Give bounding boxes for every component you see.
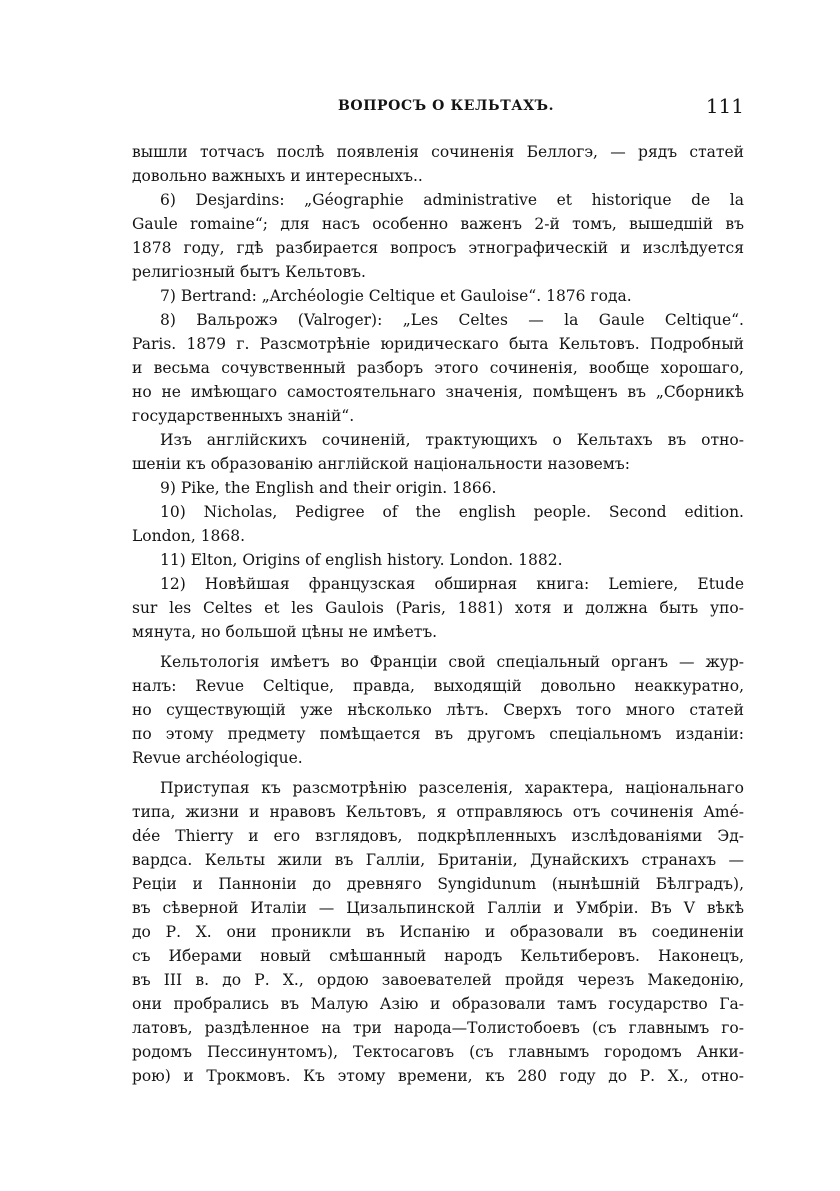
text-line: 6) Desjardins: „Géographie administrative et historique de la <box>160 191 744 209</box>
text-line: въ сѣверной Италіи — Цизальпинской Галліи и Умбріи. Въ V вѣкѣ <box>132 899 744 917</box>
bibliography-entry-7 <box>132 284 744 308</box>
text-line: въ III в. до Р. Х., ордою завоевателей пройдя черезъ Македонію, <box>132 971 744 989</box>
text-line: по этому предмету помѣщается въ другомъ спеціальномъ изданіи: <box>132 725 744 743</box>
text-line: довольно важныхъ и интересныхъ.. <box>132 167 423 185</box>
text-line: государственныхъ знаній“. <box>132 407 355 425</box>
bibliography-entry-11 <box>132 548 744 572</box>
text-line: 12) Новѣйшая французская обширная книга: Lemiere, Etude <box>160 575 744 593</box>
running-header <box>132 94 744 124</box>
text-line: Gaule romaine“; для насъ особенно важенъ 2-й томъ, вышедшій въ <box>132 215 744 233</box>
page-number: 111 <box>705 94 744 118</box>
text-line: Приступая къ разсмотрѣнію разселенія, характера, національнаго <box>160 779 744 797</box>
text-line: но не имѣющаго самостоятельнаго значенія, помѣщенъ въ „Сборникѣ <box>132 383 744 401</box>
text-line: 10) Nicholas, Pedigree of the english people. Second edition. <box>160 503 744 521</box>
text-line: мянута, но большой цѣны не имѣетъ. <box>132 623 438 641</box>
main-paragraph <box>132 776 744 1088</box>
text-line: Изъ англійскихъ сочиненій, трактующихъ о Кельтахъ въ отно- <box>160 431 744 449</box>
text-line: Revue archéologique. <box>132 749 303 767</box>
bibliography-entry-8 <box>132 308 744 428</box>
running-title: ВОПРОСЪ О КЕЛЬТАХЪ. <box>338 98 555 114</box>
text-line: латовъ, раздѣленное на три народа—Толистобоевъ (съ главнымъ го- <box>132 1019 744 1037</box>
text-line: вардса. Кельты жили въ Галліи, Британіи, Дунайскихъ странахъ — <box>132 851 744 869</box>
paragraph-continuation <box>132 140 744 188</box>
text-line: 8) Вальрожэ (Valroger): „Les Celtes — la Gaule Celtique“. <box>160 311 744 329</box>
page-body <box>132 140 744 1088</box>
text-line: Реціи и Панноніи до древняго Syngidunum (нынѣшній Бѣлградъ), <box>132 875 744 893</box>
text-line: 1878 году, гдѣ разбирается вопросъ этнографическій и изслѣдуется <box>132 239 744 257</box>
text-line: но существующій уже нѣсколько лѣтъ. Сверхъ того много статей <box>132 701 744 719</box>
text-line: налъ: Revue Celtique, правда, выходящій довольно неаккуратно, <box>132 677 744 695</box>
text-line: родомъ Пессинунтомъ), Тектосаговъ (съ главнымъ городомъ Анки- <box>132 1043 744 1061</box>
text-line: Paris. 1879 г. Разсмотрѣніе юридическаго быта Кельтовъ. Подробный <box>132 335 744 353</box>
bibliography-entry-6 <box>132 188 744 284</box>
text-line: London, 1868. <box>132 527 246 545</box>
text-line: dée Thierry и его взглядовъ, подкрѣпленныхъ изслѣдованіями Эд- <box>132 827 744 845</box>
bibliography-entry-12 <box>132 572 744 644</box>
text-line: шеніи къ образованію англійской національности назовемъ: <box>132 455 630 473</box>
text-line: и весьма сочувственный разборъ этого сочиненія, вообще хорошаго, <box>132 359 744 377</box>
text-line: съ Иберами новый смѣшанный народъ Кельтиберовъ. Наконецъ, <box>132 947 744 965</box>
text-line: 9) Pike, the English and their origin. 1866. <box>160 479 497 497</box>
text-line: вышли тотчасъ послѣ появленія сочиненія Беллогэ, — рядъ статей <box>132 143 744 161</box>
text-line: до Р. Х. они проникли въ Испанію и образовали въ соединеніи <box>132 923 744 941</box>
text-line: Кельтологія имѣетъ во Франціи свой спеціальный органъ — жур- <box>160 653 744 671</box>
text-line: религіозный бытъ Кельтовъ. <box>132 263 366 281</box>
text-line: sur les Celtes et les Gaulois (Paris, 1881) хотя и должна быть упо- <box>132 599 744 617</box>
celtology-paragraph <box>132 650 744 770</box>
english-works-intro <box>132 428 744 476</box>
bibliography-entry-9 <box>132 476 744 500</box>
text-line: они пробрались въ Малую Азію и образовали тамъ государство Га- <box>132 995 744 1013</box>
bibliography-entry-10 <box>132 500 744 548</box>
text-line: 11) Elton, Origins of english history. London. 1882. <box>160 551 563 569</box>
text-line: 7) Bertrand: „Archéologie Celtique et Gauloise“. 1876 года. <box>160 287 632 305</box>
text-line: типа, жизни и нравовъ Кельтовъ, я отправляюсь отъ сочиненія Amé- <box>132 803 744 821</box>
text-line: рою) и Трокмовъ. Къ этому времени, къ 280 году до Р. Х., отно- <box>132 1067 744 1085</box>
